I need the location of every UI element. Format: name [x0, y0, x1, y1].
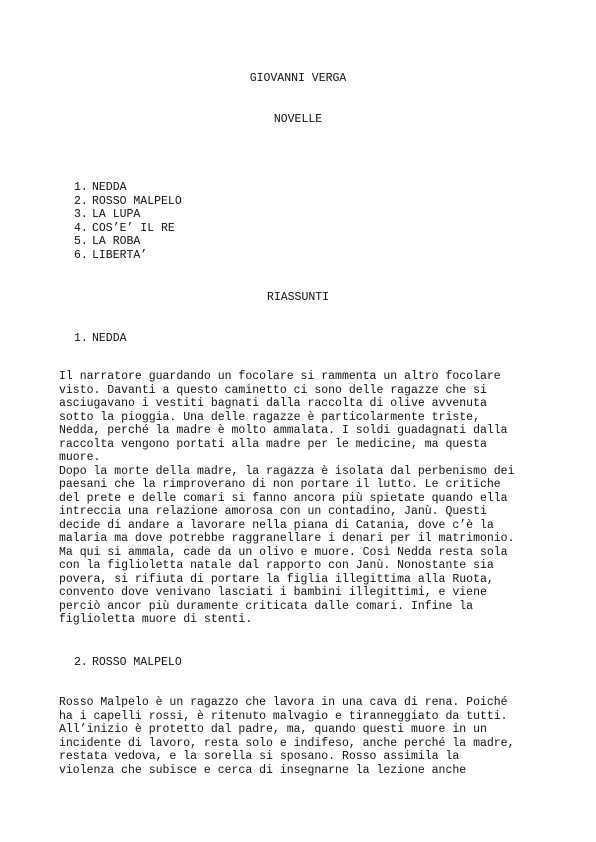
toc-item: 2. ROSSO MALPELO — [74, 194, 182, 208]
section-title: RIASSUNTI — [266, 291, 330, 304]
summary-heading-rosso-malpelo: 2. ROSSO MALPELO — [74, 656, 182, 669]
toc-item: 5. LA ROBA — [74, 235, 141, 248]
summary-heading-nedda: 1. NEDDA — [74, 332, 127, 345]
toc-item: 3. LA LUPA — [74, 208, 141, 221]
summary-paragraph-rosso-malpelo: Rosso Malpelo è un ragazzo che lavora in una cava di rena. Poiché ha i capelli rossi, è ritenuto malvagio e tiranneggiato da tutti. All’inizio è protetto dal padre, ma, quando questi muore in un incidente di lavoro, resta solo e indifeso, anche perché la madre, restata vedova, e la sorella si sposano. Rosso assimila la violenza che subisce e cerca di insegnarne la lezione anche — [59, 696, 515, 777]
author-name: GIOVANNI VERGA — [249, 72, 347, 85]
book-title: NOVELLE — [273, 113, 323, 126]
toc-item: 6. LIBERTA’ — [74, 248, 148, 262]
toc-item: 1. NEDDA — [74, 181, 127, 194]
toc-item: 4. COS’E’ IL RE — [74, 221, 175, 235]
summary-paragraph-nedda: Il narratore guardando un focolare si rammenta un altro focolare visto. Davanti a questo caminetto ci sono delle ragazze che si asciugavano i vestiti bagnati dalla raccolta di olive avvenuta sotto la pioggia. Una delle ragazze è particolarmente triste, Nedda, perché la madre è molto ammalata. I soldi guadagnati dalla raccolta vengono portati alla madre per le medicine, ma questa muore. Dopo la morte della madre, la ragazza è isolata dal perbenismo dei paesani che la rimproverano di non portare il lutto. Le critiche del prete e delle comari si fanno ancora più spietate quando ella intreccia una relazione amorosa con un contadino, Janù. Questi decide di andare a lavorare nella piana di Catania, dove c’è la malaria ma dove potrebbe raggranellare i denari per il matrimonio. Ma qui si ammala, cade da un olivo e muore. Così Nedda resta sola con la figlioletta natale dal rapporto con Janù. Nonostante sia povera, si rifiuta di portare la figlia illegittima alla Ruota, convento dove venivano lasciati i bambini illegittimi, e viene perciò ancor più duramente criticata dalle comari. Infine la figlioletta muore di stenti. — [59, 370, 515, 626]
table-of-contents — [74, 181, 182, 262]
